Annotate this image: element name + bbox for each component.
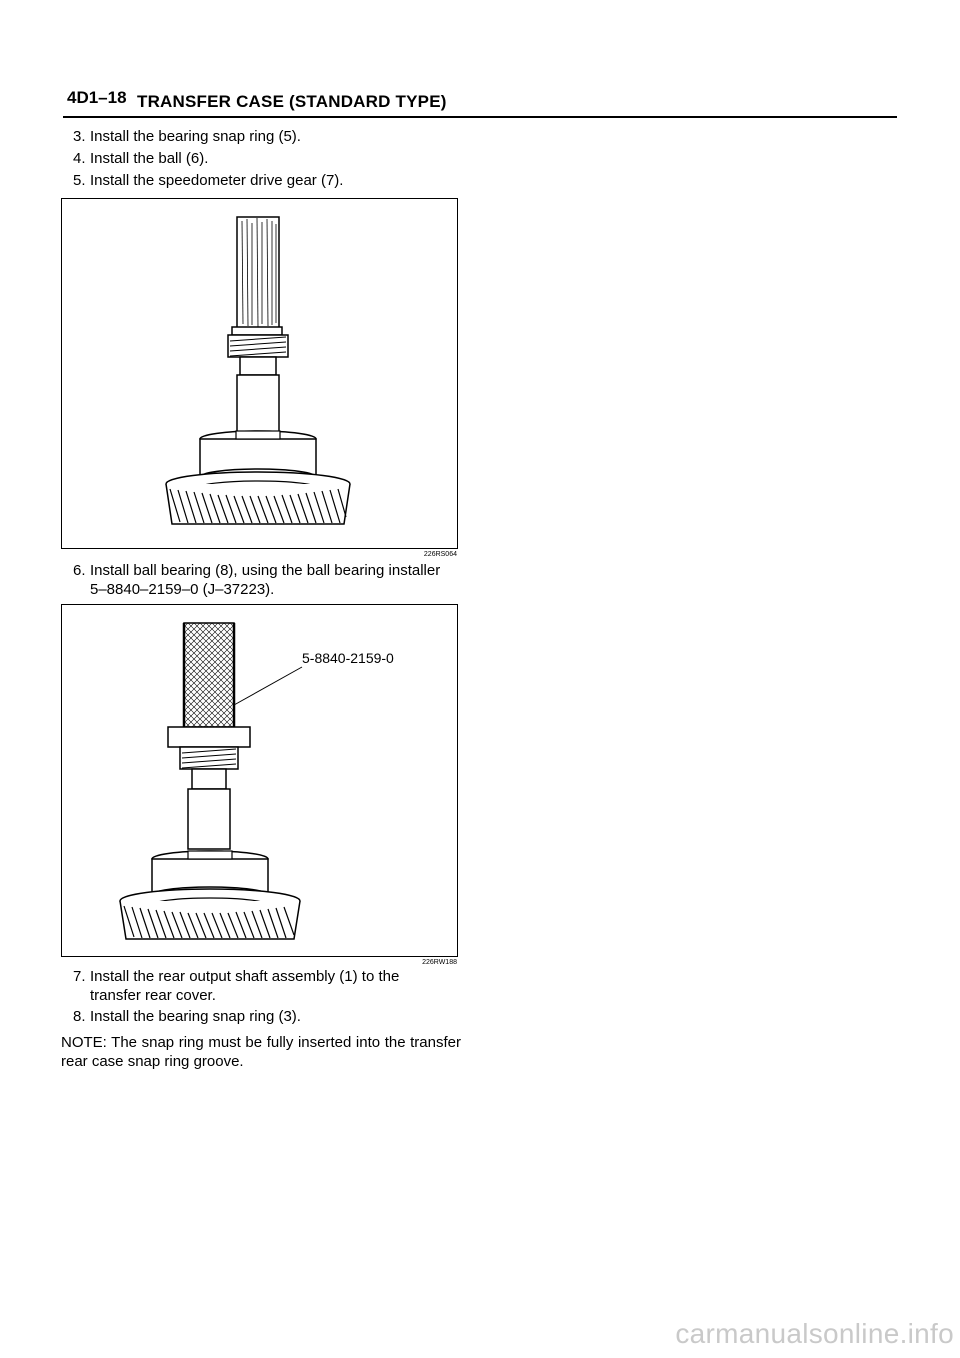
step-8 <box>73 1007 461 1026</box>
page-title: TRANSFER CASE (STANDARD TYPE) <box>137 92 447 111</box>
step-number: 3. <box>73 128 86 145</box>
step-text: Install the bearing snap ring (5). <box>90 128 301 145</box>
step-number: 4. <box>73 150 86 167</box>
header-rule <box>63 116 897 118</box>
callout-label: 5-8840-2159-0 <box>302 650 394 666</box>
step-text: Install ball bearing (8), using the ball bearing installer <box>90 562 441 579</box>
shaft-illustration-2 <box>62 605 457 956</box>
step-6 <box>73 561 461 599</box>
step-5 <box>73 171 461 190</box>
figure-code: 226RW188 <box>422 959 457 966</box>
note-text: NOTE: The snap ring must be fully inserted into the transfer rear case snap ring groove. <box>61 1034 461 1070</box>
step-text: Install the bearing snap ring (3). <box>90 1008 301 1025</box>
watermark: carmanualsonline.info <box>675 1318 954 1349</box>
step-text: Install the rear output shaft assembly (1) to the <box>90 968 400 985</box>
step-number: 5. <box>73 172 86 189</box>
step-number: 8. <box>73 1008 86 1025</box>
figure-code: 226RS064 <box>423 551 457 558</box>
figure-speedometer-gear <box>61 198 458 558</box>
step-text: Install the speedometer drive gear (7). <box>90 172 344 189</box>
page-code: 4D1–18 <box>67 88 127 107</box>
step-text-continued: 5–8840–2159–0 (J–37223). <box>90 581 275 598</box>
step-number: 6. <box>73 562 86 579</box>
step-text-continued: transfer rear cover. <box>90 987 216 1004</box>
step-3 <box>73 127 461 146</box>
step-text: Install the ball (6). <box>90 150 209 167</box>
shaft-illustration-1 <box>62 199 457 548</box>
step-number: 7. <box>73 968 86 985</box>
step-4 <box>73 149 461 168</box>
step-7 <box>73 967 461 1005</box>
figure-bearing-installer <box>61 604 458 966</box>
